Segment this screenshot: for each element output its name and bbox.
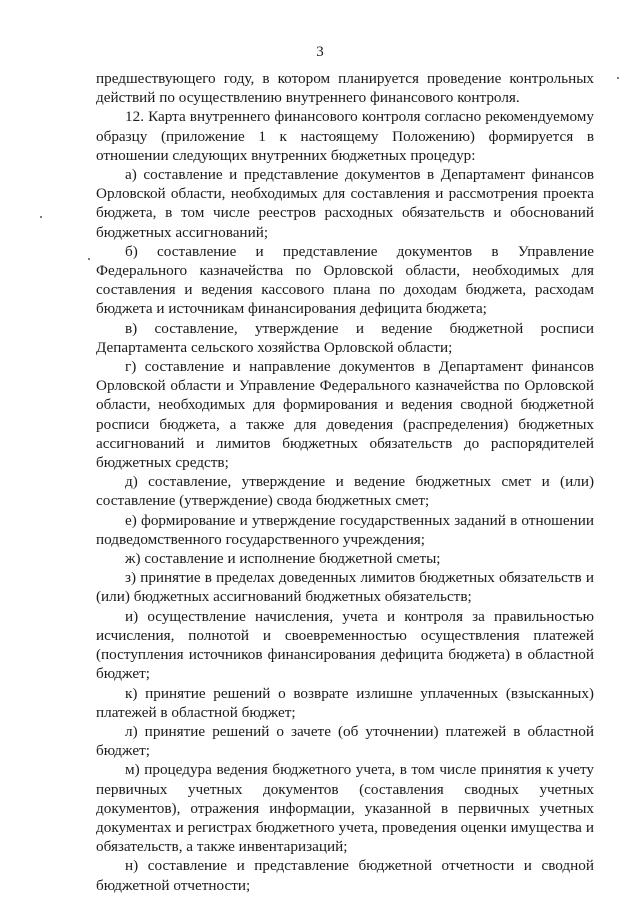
word: росписи [540, 319, 594, 337]
list-item-a: а) составление и представление документов в Департамент финансов Орловской области, необходимых для составления и рассмотрения проекта бюджета, в том числе реестров расходных обязательств и обоснований бюджетных ассигнований; [96, 166, 594, 241]
scan-speck [40, 216, 42, 218]
list-item-l: л) принятие решений о зачете (об уточнении) платежей в областной бюджет; [96, 722, 594, 760]
list-item-m: м) процедура ведения бюджетного учета, в том числе принятия к учету первичных учетных документов (составления сводных учетных документов), отражения информации, указанной в первичных учетных документах и регистрах бюджетного учета, проведения оценки имущества и обязательств, а также инвентаризаций; [96, 761, 594, 856]
word: утверждение [254, 319, 339, 337]
word: составление, [154, 319, 238, 337]
list-item-d: д) составление, утверждение и ведение бюджетных смет и (или) составление (утверждение) свода бюджетных смет; [96, 473, 594, 510]
list-item-n: н) составление и представление бюджетной отчетности и сводной бюджетной отчетности; [96, 857, 594, 894]
paragraph-12: 12. Карта внутреннего финансового контроля согласно рекомендуемому образцу (приложение 1 к настоящему Положению) формируется в отношении следующих внутренних бюджетных процедур: [96, 108, 594, 164]
list-item-g: г) составление и направление документов в Департамент финансов Орловской области и Управление Федерального казначейства по Орловской области, необходимых для формирования и ведения сводной бюджетной росписи бюджета, а также для доведения (распределения) бюджетных ассигнований и лимитов бюджетных обязательств до распорядителей бюджетных средств; [96, 358, 594, 472]
document-body [96, 69, 594, 895]
scan-speck [88, 258, 90, 260]
list-item-k: к) принятие решений о возврате излишне уплаченных (взысканных) платежей в областной бюджет; [96, 684, 594, 721]
list-item-v-line2: Департамента сельского хозяйства Орловской области; [96, 338, 453, 356]
paragraph-continuation: предшествующего году, в котором планируется проведение контрольных действий по осуществлению внутреннего финансового контроля. [96, 70, 594, 107]
list-item-v-line1 [96, 319, 594, 338]
list-item-e: е) формирование и утверждение государственных заданий в отношении подведомственного государственного учреждения; [96, 511, 594, 548]
list-item-z: з) принятие в пределах доведенных лимитов бюджетных обязательств и (или) бюджетных ассигнований бюджетных обязательств; [96, 569, 594, 606]
list-item-i: и) осуществление начисления, учета и контроля за правильностью исчисления, полнотой и своевременностью осуществления платежей (поступления источников финансирования дефицита бюджета) в областной бюджет; [96, 607, 594, 683]
list-item-v [96, 319, 594, 357]
scan-speck [617, 77, 619, 79]
word: и [355, 319, 364, 337]
word: ведение [381, 319, 433, 337]
list-item-zh: ж) составление и исполнение бюджетной сметы; [125, 550, 441, 568]
page-number: 3 [316, 44, 324, 60]
list-item-b: б) составление и представление документов в Управление Федерального казначейства по Орловской области, необходимых для составления и ведения кассового плана по доходам бюджета, расходам бюджета и источникам финансирования дефицита бюджета; [96, 242, 594, 318]
word: в) [125, 319, 138, 337]
word: бюджетной [449, 319, 524, 337]
